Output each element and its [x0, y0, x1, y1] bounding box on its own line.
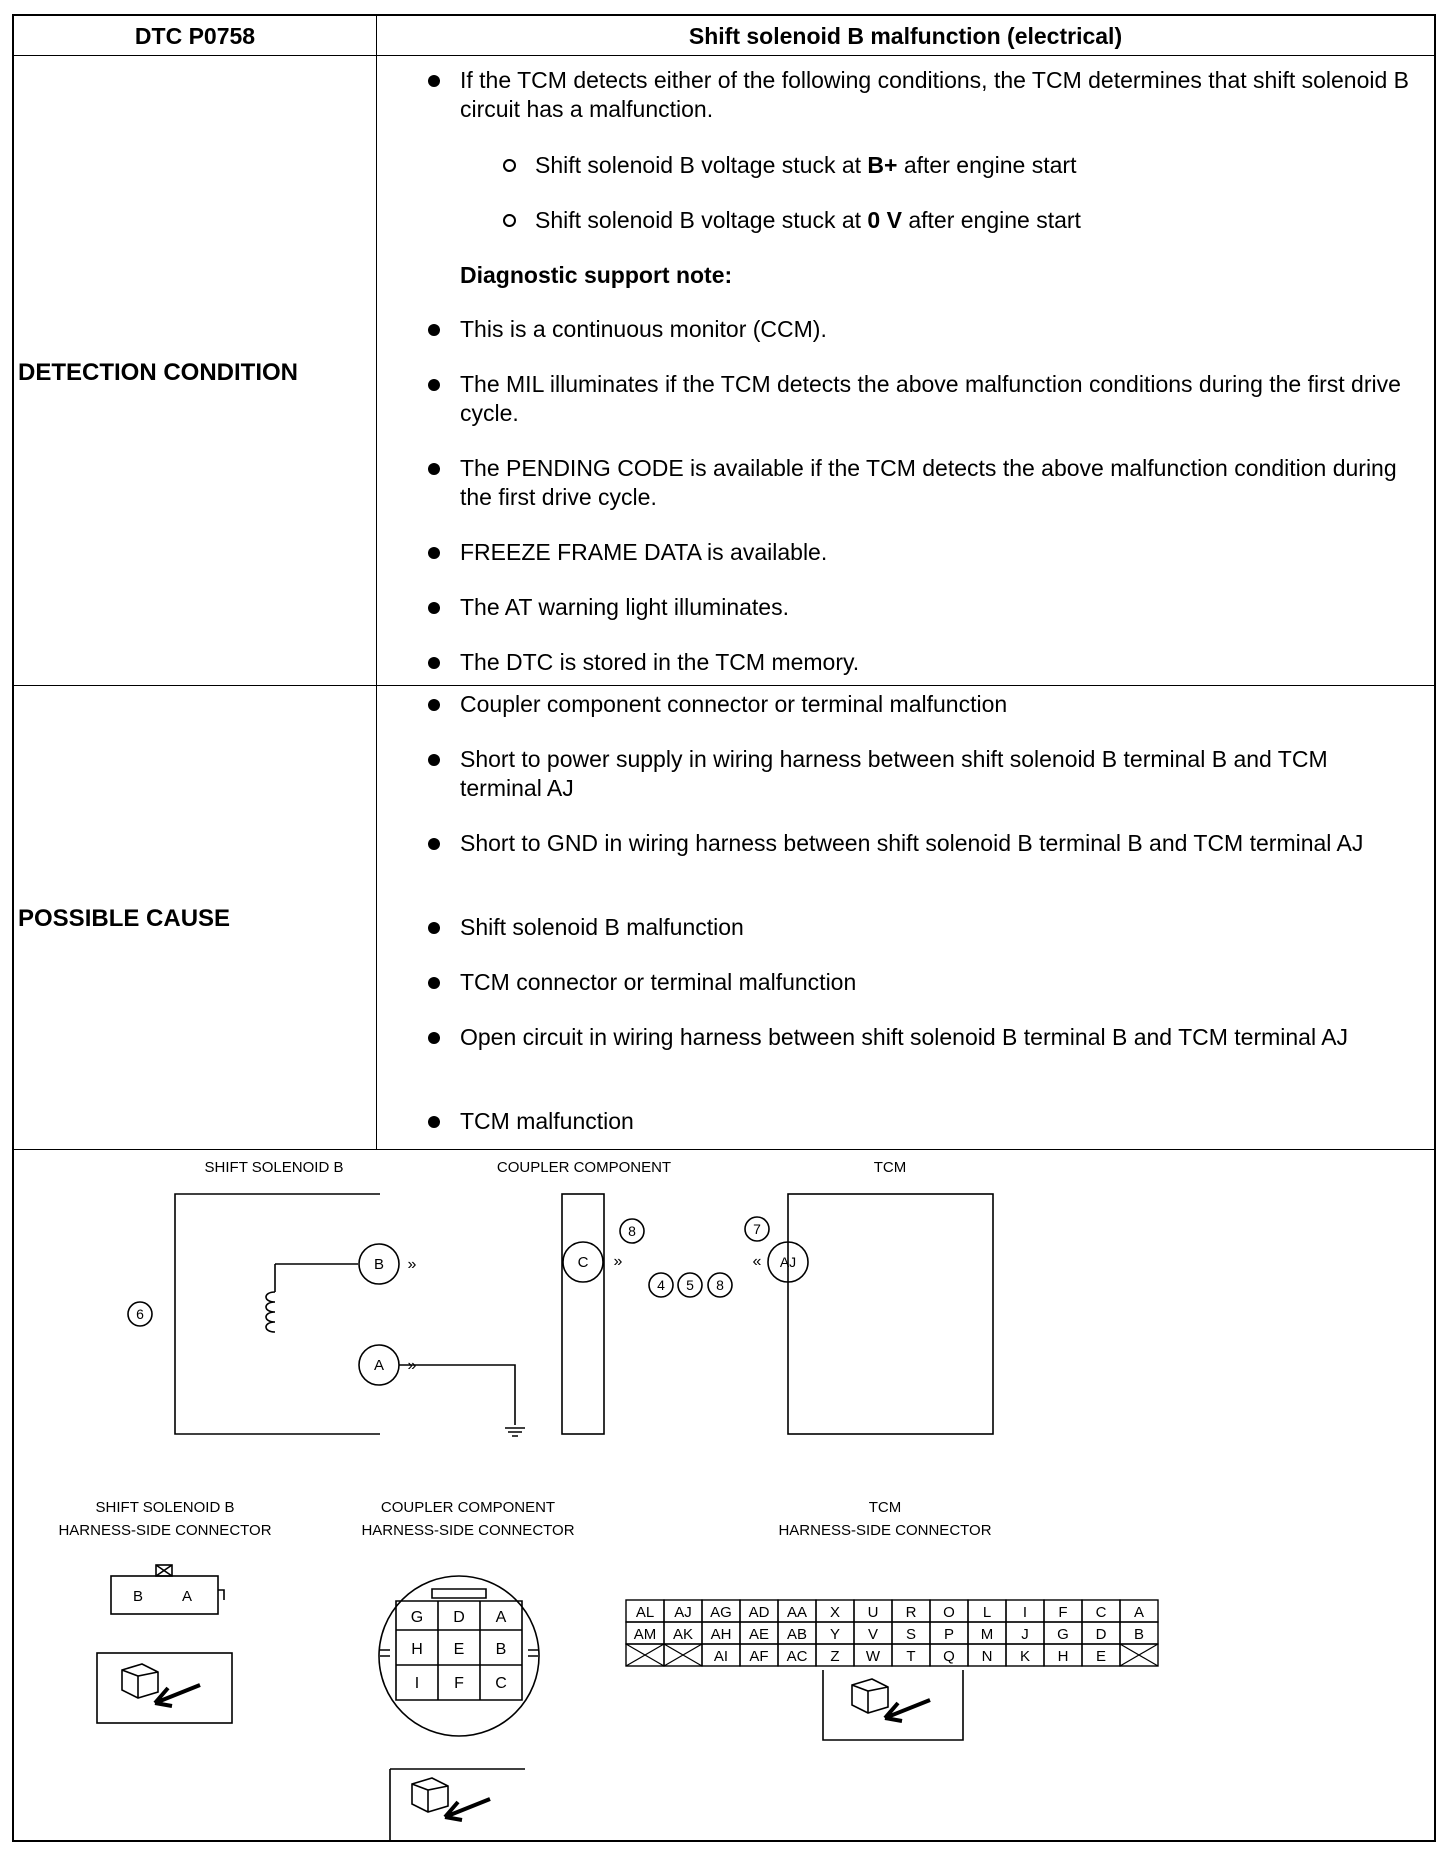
callout-5: 5 [686, 1277, 694, 1293]
ground-icon [505, 1428, 525, 1436]
conn-coupler-title: COUPLER COMPONENT [380, 1499, 556, 1516]
note-item: This is a continuous monitor (CCM). [460, 316, 827, 342]
coupler-pin: I [414, 1675, 420, 1692]
pin-aj-label: AJ [779, 1254, 797, 1270]
coupler-pin: F [454, 1675, 464, 1692]
tcm-pin: O [943, 1604, 955, 1621]
conn-coupler-subtitle: HARNESS-SIDE CONNECTOR [361, 1522, 575, 1539]
detection-sub1: Shift solenoid B voltage stuck at B+ after engine start [535, 152, 1077, 178]
tcm-pin: R [905, 1604, 917, 1621]
tcm-pin: E [1095, 1648, 1107, 1665]
note-item: The MIL illuminates if the TCM detects the above malfunction conditions during the first drive cycle. [460, 371, 1401, 426]
tcm-pin-unused [626, 1644, 664, 1666]
tcm-pin: AG [710, 1604, 732, 1621]
note-title: Diagnostic support note: [460, 262, 733, 288]
cause-item: Open circuit in wiring harness between shift solenoid B terminal B and TCM terminal AJ [460, 1024, 1349, 1050]
detection-intro: If the TCM detects either of the following conditions, the TCM determines that shift solenoid B circuit has a malfunction. [460, 67, 1410, 122]
tcm-pin: AE [748, 1626, 770, 1643]
pin-a-label: A [373, 1357, 385, 1374]
tcm-pin: P [943, 1626, 955, 1643]
conn-tcm-title: TCM [868, 1499, 902, 1516]
tcm-pin: AA [786, 1604, 808, 1621]
callout-8b: 8 [716, 1277, 724, 1293]
cause-item: TCM connector or terminal malfunction [460, 969, 857, 995]
solenoid-title: SHIFT SOLENOID B [204, 1159, 344, 1176]
coupler-pin: D [453, 1609, 465, 1626]
tcm-pin: T [906, 1648, 916, 1665]
dtc-code: DTC P0758 [134, 23, 256, 49]
tcm-pin: Y [829, 1626, 841, 1643]
tcm-pin: I [1022, 1604, 1028, 1621]
detection-sub2: Shift solenoid B voltage stuck at 0 V after engine start [535, 207, 1081, 233]
tcm-pin: C [1095, 1604, 1107, 1621]
solenoid-connector [111, 1576, 218, 1614]
coupler-title: COUPLER COMPONENT [496, 1159, 672, 1176]
coupler-pin: H [411, 1641, 423, 1658]
pin-b-label: B [373, 1256, 385, 1273]
tcm-pin: AI [713, 1648, 729, 1665]
tcm-pin: X [829, 1604, 841, 1621]
tcm-pin: AF [749, 1648, 769, 1665]
tcm-pin: U [867, 1604, 879, 1621]
tcm-pin: H [1057, 1648, 1069, 1665]
tcm-pin: W [865, 1648, 881, 1665]
tcm-pin: M [980, 1626, 994, 1643]
coupler-pin: B [495, 1641, 507, 1658]
tcm-pin: S [905, 1626, 917, 1643]
connector-view-icon [412, 1778, 448, 1812]
pin-c-label: C [577, 1254, 589, 1271]
tcm-pin: K [1019, 1648, 1031, 1665]
coupler-pin: E [453, 1641, 465, 1658]
cause-label: POSSIBLE CAUSE [18, 905, 231, 932]
tcm-pin: B [1133, 1626, 1145, 1643]
tcm-pin: AJ [674, 1604, 692, 1621]
tcm-pin: V [867, 1626, 879, 1643]
note-item: The DTC is stored in the TCM memory. [460, 649, 860, 675]
callout-6: 6 [136, 1306, 144, 1322]
arrow-icon: » [407, 1357, 417, 1374]
connector-view-icon [122, 1664, 158, 1698]
coupler-pin: A [495, 1609, 507, 1626]
callout-4: 4 [657, 1277, 665, 1293]
tcm-pin-unused [1120, 1644, 1158, 1666]
arrow-icon: « [752, 1253, 762, 1270]
tcm-box [788, 1194, 993, 1434]
tcm-connector [626, 1600, 1158, 1666]
coil-icon [275, 1264, 358, 1292]
tcm-pin: AD [748, 1604, 770, 1621]
sol-pin: A [181, 1588, 193, 1605]
callout-8: 8 [628, 1223, 636, 1239]
tcm-pin: AM [633, 1626, 657, 1643]
note-item: FREEZE FRAME DATA is available. [460, 539, 828, 565]
conn-solenoid-subtitle: HARNESS-SIDE CONNECTOR [58, 1522, 272, 1539]
conn-solenoid-title: SHIFT SOLENOID B [95, 1499, 235, 1516]
note-item: The AT warning light illuminates. [460, 594, 789, 620]
connector-view-icon [852, 1679, 888, 1713]
coupler-pin: G [410, 1609, 424, 1626]
tcm-pin: AL [635, 1604, 655, 1621]
sol-pin: B [132, 1588, 144, 1605]
tcm-pin: N [981, 1648, 993, 1665]
tcm-pin: Q [943, 1648, 955, 1665]
tcm-pin: D [1095, 1626, 1107, 1643]
tcm-pin: J [1021, 1626, 1029, 1643]
coupler-pin: C [495, 1675, 507, 1692]
conn-tcm-subtitle: HARNESS-SIDE CONNECTOR [778, 1522, 992, 1539]
tcm-pin: F [1058, 1604, 1068, 1621]
tcm-pin: AB [786, 1626, 808, 1643]
tcm-title: TCM [873, 1159, 907, 1176]
coupler-box [562, 1194, 604, 1434]
arrow-icon: » [613, 1253, 623, 1270]
note-item: The PENDING CODE is available if the TCM detects the above malfunction condition during the first drive cycle. [460, 455, 1397, 510]
detection-label: DETECTION CONDITION [18, 359, 298, 386]
cause-item: Short to power supply in wiring harness between shift solenoid B terminal B and TCM terminal AJ [460, 746, 1328, 801]
tcm-pin: L [982, 1604, 992, 1621]
arrow-icon: » [407, 1256, 417, 1273]
cause-item: Short to GND in wiring harness between shift solenoid B terminal B and TCM terminal AJ [460, 830, 1364, 856]
cause-item: Shift solenoid B malfunction [460, 914, 744, 940]
tcm-pin: A [1133, 1604, 1145, 1621]
dtc-title: Shift solenoid B malfunction (electrical) [688, 23, 1123, 49]
tcm-pin: G [1057, 1626, 1069, 1643]
cause-item: Coupler component connector or terminal malfunction [460, 691, 1008, 717]
callout-7: 7 [753, 1221, 761, 1237]
tcm-pin: AH [710, 1626, 732, 1643]
view-icon-box [97, 1653, 232, 1723]
cause-item: TCM malfunction [460, 1108, 634, 1134]
tcm-pin: Z [830, 1648, 840, 1665]
solenoid-box [175, 1194, 380, 1434]
tcm-pin: AK [672, 1626, 694, 1643]
tcm-pin-unused [664, 1644, 702, 1666]
tcm-pin: AC [786, 1648, 808, 1665]
